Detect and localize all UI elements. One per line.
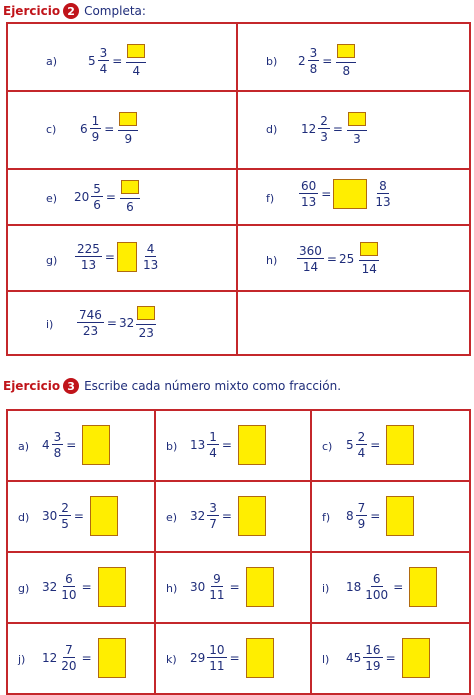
fraction: $\frac{6}{100}$ — [365, 572, 389, 602]
answer-box[interactable] — [137, 306, 155, 320]
ex3-cell-a — [7, 410, 155, 481]
fraction: $\frac{9}{11}$ — [209, 572, 225, 602]
ex2-expr-h: $\frac{360}{14}$ = 25 14 — [296, 242, 379, 275]
ex3-expr-a — [42, 425, 110, 465]
item-label: i) — [46, 318, 54, 331]
answer-box[interactable] — [90, 496, 118, 536]
item-label: c) — [322, 440, 333, 453]
ex3-cell-h — [155, 552, 311, 623]
item-label: d) — [266, 123, 278, 136]
answer-box[interactable] — [238, 496, 266, 536]
ex3-number-badge: 3 — [63, 378, 79, 394]
answer-fraction: 3 — [347, 112, 367, 145]
fraction: $\frac{360}{14}$ — [299, 243, 322, 274]
ex3-cell-f — [311, 481, 470, 552]
answer-box[interactable] — [98, 638, 126, 678]
ex2-expr-d: 12 $\frac{2}{3}$ = 3 — [301, 112, 367, 145]
fraction: $\frac{60}{13}$ — [301, 179, 317, 209]
ex3-expr-b — [190, 425, 266, 465]
item-label: d) — [18, 511, 30, 524]
ex3-expr-l — [346, 638, 430, 678]
ex2-expr-f: $\frac{60}{13}$ = $\frac{8}{13}$ — [301, 179, 391, 209]
answer-box[interactable] — [127, 44, 145, 58]
whole-number: 25 — [338, 251, 355, 266]
answer-box[interactable] — [402, 638, 430, 678]
ex3-title: Ejercicio — [3, 379, 61, 393]
equals-sign: = — [370, 438, 381, 452]
ex3-cell-e — [155, 481, 311, 552]
item-label: b) — [266, 55, 278, 68]
ex2-expr-g: $\frac{225}{13}$ = $\frac{4}{13}$ — [77, 242, 159, 272]
ex3-cell-k — [155, 623, 311, 694]
ex2-cell-f — [237, 169, 470, 225]
item-label: a) — [46, 55, 58, 68]
answer-box[interactable] — [98, 567, 126, 607]
answer-box[interactable] — [246, 567, 274, 607]
whole-number: 29 — [190, 651, 206, 665]
ex2-cell-i — [7, 291, 237, 355]
item-label: j) — [18, 653, 26, 666]
answer-box[interactable] — [238, 425, 266, 465]
item-label: f) — [266, 192, 275, 205]
fraction: $\frac{10}{11}$ — [209, 643, 225, 673]
ex3-expr-e — [190, 496, 266, 536]
answer-box[interactable] — [360, 242, 378, 256]
fraction: $\frac{3}{4}$ — [99, 45, 108, 76]
item-label: c) — [46, 123, 57, 136]
answer-box[interactable] — [119, 112, 137, 126]
answer-box[interactable] — [333, 179, 367, 209]
ex2-expr-c: 6 $\frac{1}{9}$ = 9 — [80, 112, 138, 145]
item-label: h) — [166, 582, 178, 595]
fraction: $\frac{5}{6}$ — [93, 181, 101, 212]
ex2-cell-h — [237, 225, 470, 291]
equals-sign: = — [229, 580, 240, 594]
ex3-header — [3, 376, 341, 396]
ex2-expr-i: $\frac{746}{23}$ = 32 23 — [76, 306, 156, 339]
answer-fraction: 9 — [118, 112, 138, 145]
whole-number: 45 — [346, 651, 362, 665]
item-label: e) — [46, 192, 58, 205]
equals-sign: = — [81, 651, 92, 665]
answer-box[interactable] — [82, 425, 110, 465]
answer-box[interactable] — [386, 425, 414, 465]
ex2-cell-b — [237, 23, 470, 91]
ex3-expr-j — [42, 638, 126, 678]
ex2-cell-a — [7, 23, 237, 91]
ex3-expr-g — [42, 567, 126, 607]
ex3-expr-k — [190, 638, 274, 678]
fraction: $\frac{7}{9}$ — [357, 501, 366, 531]
fraction: $\frac{3}{8}$ — [309, 45, 318, 76]
ex3-cell-g — [7, 552, 155, 623]
fraction: $\frac{7}{20}$ — [61, 643, 77, 673]
ex2-cell-e — [7, 169, 237, 225]
item-label: b) — [166, 440, 178, 453]
ex2-cell-d — [237, 91, 470, 169]
ex3-cell-j — [7, 623, 155, 694]
fraction: $\frac{225}{13}$ — [77, 242, 100, 272]
item-label: g) — [46, 254, 58, 267]
ex3-cell-i — [311, 552, 470, 623]
fraction: $\frac{1}{9}$ — [91, 113, 100, 144]
ex3-expr-d — [42, 496, 118, 536]
whole-number: 8 — [346, 509, 354, 523]
answer-fraction: 4 — [126, 44, 146, 77]
ex3-expr-i — [346, 567, 437, 607]
ex3-expr-c — [346, 425, 414, 465]
equals-sign: = — [221, 509, 232, 523]
fraction: $\frac{6}{10}$ — [61, 572, 77, 602]
ex3-grid — [6, 409, 471, 695]
answer-fraction: 14 — [359, 242, 379, 275]
equals-sign: = — [370, 509, 381, 523]
ex2-cell-g — [7, 225, 237, 291]
answer-box[interactable] — [337, 44, 355, 58]
fraction: $\frac{16}{19}$ — [365, 643, 381, 673]
fraction: $\frac{2}{4}$ — [357, 430, 366, 460]
whole-number: 30 — [190, 580, 206, 594]
fraction: $\frac{4}{13}$ — [142, 242, 159, 272]
fraction: $\frac{1}{4}$ — [209, 430, 217, 460]
fraction: $\frac{2}{5}$ — [61, 501, 69, 531]
answer-fraction: 8 — [336, 44, 356, 77]
ex3-instruction: Escribe cada número mixto como fracción. — [84, 379, 342, 393]
fraction: $\frac{3}{8}$ — [53, 430, 62, 460]
item-label: i) — [322, 582, 330, 595]
ex3-expr-f — [346, 496, 414, 536]
ex3-cell-d — [7, 481, 155, 552]
answer-box[interactable] — [348, 112, 366, 126]
ex2-number-badge: 2 — [63, 3, 79, 19]
ex2-grid — [6, 22, 471, 356]
equals-sign: = — [66, 438, 77, 452]
equals-sign: = — [229, 651, 240, 665]
answer-box[interactable] — [386, 496, 414, 536]
answer-box[interactable] — [246, 638, 274, 678]
equals-sign: = — [385, 651, 396, 665]
item-label: f) — [322, 511, 331, 524]
ex2-title: Ejercicio — [3, 4, 61, 18]
item-label: e) — [166, 511, 178, 524]
whole-number: 4 — [42, 438, 50, 452]
fraction: $\frac{2}{3}$ — [320, 113, 328, 144]
fraction: $\frac{8}{13}$ — [375, 179, 391, 209]
answer-box[interactable] — [117, 242, 137, 272]
item-label: g) — [18, 582, 30, 595]
equals-sign: = — [73, 509, 84, 523]
ex3-cell-c — [311, 410, 470, 481]
answer-box[interactable] — [409, 567, 437, 607]
item-label: h) — [266, 254, 278, 267]
fraction: $\frac{746}{23}$ — [79, 307, 102, 338]
ex2-instruction: Completa: — [84, 4, 146, 18]
item-label: l) — [322, 653, 330, 666]
equals-sign: = — [393, 580, 404, 594]
ex3-cell-b — [155, 410, 311, 481]
whole-number: 5 — [346, 438, 354, 452]
answer-box[interactable] — [121, 180, 139, 194]
ex2-expr-a — [88, 44, 146, 77]
whole-number: 5 — [88, 53, 96, 68]
ex2-expr-b: 2 $\frac{3}{8}$ = 8 — [298, 44, 356, 77]
whole-number: 12 — [42, 651, 58, 665]
ex2-cell-c — [7, 91, 237, 169]
whole-number: 18 — [346, 580, 362, 594]
item-label: k) — [166, 653, 177, 666]
equals-sign: = — [81, 580, 92, 594]
whole-number: 32 — [190, 509, 206, 523]
whole-number: 32 — [42, 580, 58, 594]
ex2-expr-e: 20 $\frac{5}{6}$ = 6 — [74, 180, 140, 213]
ex2-cell-empty — [237, 291, 470, 355]
ex3-cell-l — [311, 623, 470, 694]
answer-fraction: 23 — [136, 306, 156, 339]
equals-sign: = — [221, 438, 232, 452]
whole-number: 32 — [118, 315, 135, 330]
ex3-expr-h — [190, 567, 274, 607]
ex2-header — [3, 1, 146, 21]
whole-number: 30 — [42, 509, 58, 523]
equals-sign: = — [112, 53, 123, 68]
fraction: $\frac{3}{7}$ — [209, 501, 217, 531]
whole-number: 13 — [190, 438, 206, 452]
answer-fraction: 6 — [120, 180, 140, 213]
item-label: a) — [18, 440, 30, 453]
